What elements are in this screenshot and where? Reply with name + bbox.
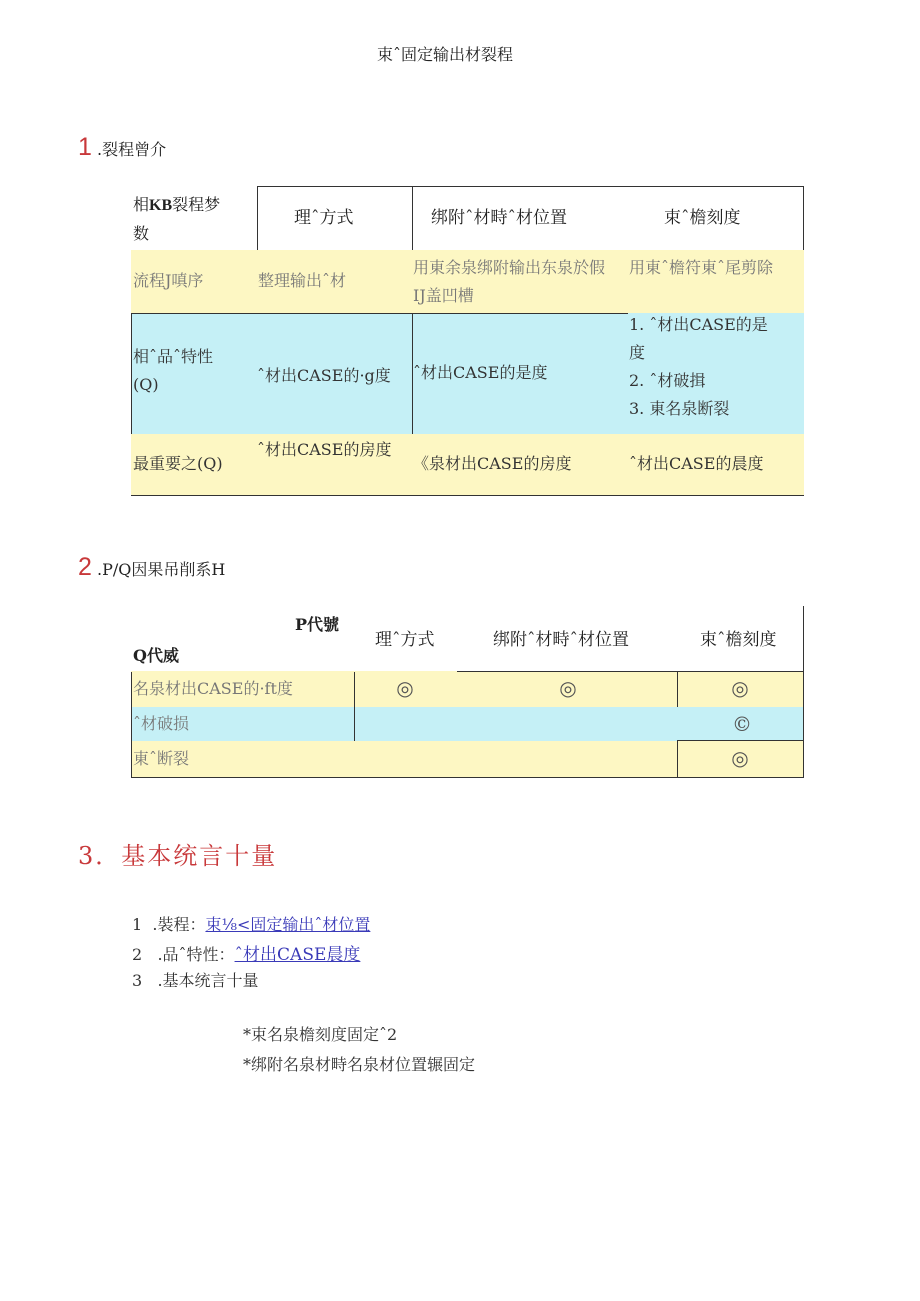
list-number: 3 (132, 971, 143, 990)
grid-line (131, 777, 804, 778)
cell-text: (Q) (133, 375, 159, 394)
correlation-mark: © (732, 712, 752, 736)
matrix-row2-label: ˆ材破损 (133, 714, 190, 733)
process-link[interactable]: 束⅛<固定输出ˆ材位置 (205, 915, 371, 934)
row-band (131, 741, 804, 778)
header-param-cell (133, 191, 255, 248)
list-item (132, 940, 360, 965)
note-line: *绑附名泉材畤名泉材位置辗固定 (243, 1055, 476, 1074)
grid-line (131, 495, 804, 496)
cell-text: 相ˆ品ˆ特性 (133, 347, 214, 366)
list-label: .基本统言十量 (157, 971, 259, 990)
section-3-heading: 3．基本统言十量 (78, 842, 278, 870)
matrix-row3-label: 東ˆ断裂 (133, 749, 190, 768)
grid-line (131, 313, 628, 314)
header-method: 理ˆ方式 (375, 630, 435, 650)
list-label: .品ˆ特性： (157, 945, 235, 964)
list-number: 2 (132, 945, 143, 964)
header-text: 相 (133, 195, 150, 214)
grid-line (803, 606, 804, 778)
section-1-number: 1 (78, 133, 92, 161)
cause-effect-matrix (131, 606, 804, 778)
header-position: 绑附ˆ材畤ˆ材位置 (431, 208, 567, 228)
correlation-mark: ◎ (731, 746, 749, 770)
cell-text: IJ盖凹槽 (413, 286, 474, 305)
row2-position: ˆ材出CASE的是度 (413, 363, 548, 382)
grid-line (677, 740, 804, 741)
header-text: KB (149, 197, 173, 214)
row1-position (413, 254, 628, 310)
section-1-heading (78, 133, 166, 162)
row3-label: 最重要之(Q) (133, 454, 223, 473)
header-scale: 束ˆ檐刻度 (700, 630, 777, 650)
grid-line (131, 313, 132, 434)
list-item (132, 968, 259, 991)
grid-line (677, 672, 678, 707)
grid-line (677, 741, 678, 778)
grid-line (131, 672, 132, 778)
list-label: .裝程： (152, 915, 206, 934)
header-q-code: Q代威 (133, 646, 179, 665)
note-line: *束名泉檐刻度固定ˆ2 (243, 1025, 398, 1044)
document-title: 束ˆ固定输出材裂程 (376, 45, 513, 64)
grid-line (457, 671, 804, 672)
row2-scale (629, 311, 768, 423)
cell-text: 用東余泉绑附输出东泉於假 (413, 258, 606, 277)
list-number: 1 (132, 915, 143, 934)
quality-link[interactable]: ˆ材出CASE晨度 (234, 945, 361, 965)
grid-line (412, 186, 413, 250)
section-1-text: .裂程曾介 (97, 140, 167, 159)
correlation-mark: ◎ (559, 676, 577, 700)
correlation-mark: ◎ (396, 676, 414, 700)
grid-line (257, 186, 258, 250)
cell-text: 3. 東名泉断裂 (629, 399, 730, 418)
row1-label: 流程J嗔序 (133, 271, 204, 290)
cell-text: 1. ˆ材出CASE的是 (629, 315, 768, 334)
row3-method: ˆ材出CASE的房度 (257, 440, 392, 459)
row1-method: 整理输出ˆ材 (258, 271, 347, 290)
grid-line (803, 186, 804, 250)
row3-scale: ˆ材出CASE的晨度 (629, 454, 764, 473)
grid-line (257, 186, 804, 187)
header-p-code: P代號 (295, 615, 340, 634)
header-method: 理ˆ方式 (294, 208, 354, 228)
row3-position: 《泉材出CASE的房度 (413, 454, 572, 473)
row2-label (133, 343, 213, 399)
process-table (131, 186, 804, 496)
list-item (132, 912, 370, 935)
row-band (131, 707, 804, 741)
correlation-mark: ◎ (731, 676, 749, 700)
row2-method: ˆ材出CASE的·g度 (257, 366, 391, 385)
grid-line (354, 672, 355, 741)
header-text: 数 (133, 224, 150, 243)
cell-text: 度 (629, 343, 646, 362)
matrix-row1-label: 名泉材出CASE的·ft度 (133, 679, 293, 698)
header-scale: 束ˆ檐刻度 (664, 208, 741, 228)
header-position: 绑附ˆ材畤ˆ材位置 (493, 630, 629, 650)
cell-text: 2. ˆ材破揖 (629, 371, 706, 390)
section-2-number: 2 (78, 553, 92, 581)
section-2-heading (78, 553, 225, 582)
header-text: 裂程梦 (172, 195, 221, 214)
section-2-text: .P/Q因果吊削系H (97, 560, 226, 579)
row1-scale: 用東ˆ檐符東ˆ尾剪除 (629, 258, 774, 277)
